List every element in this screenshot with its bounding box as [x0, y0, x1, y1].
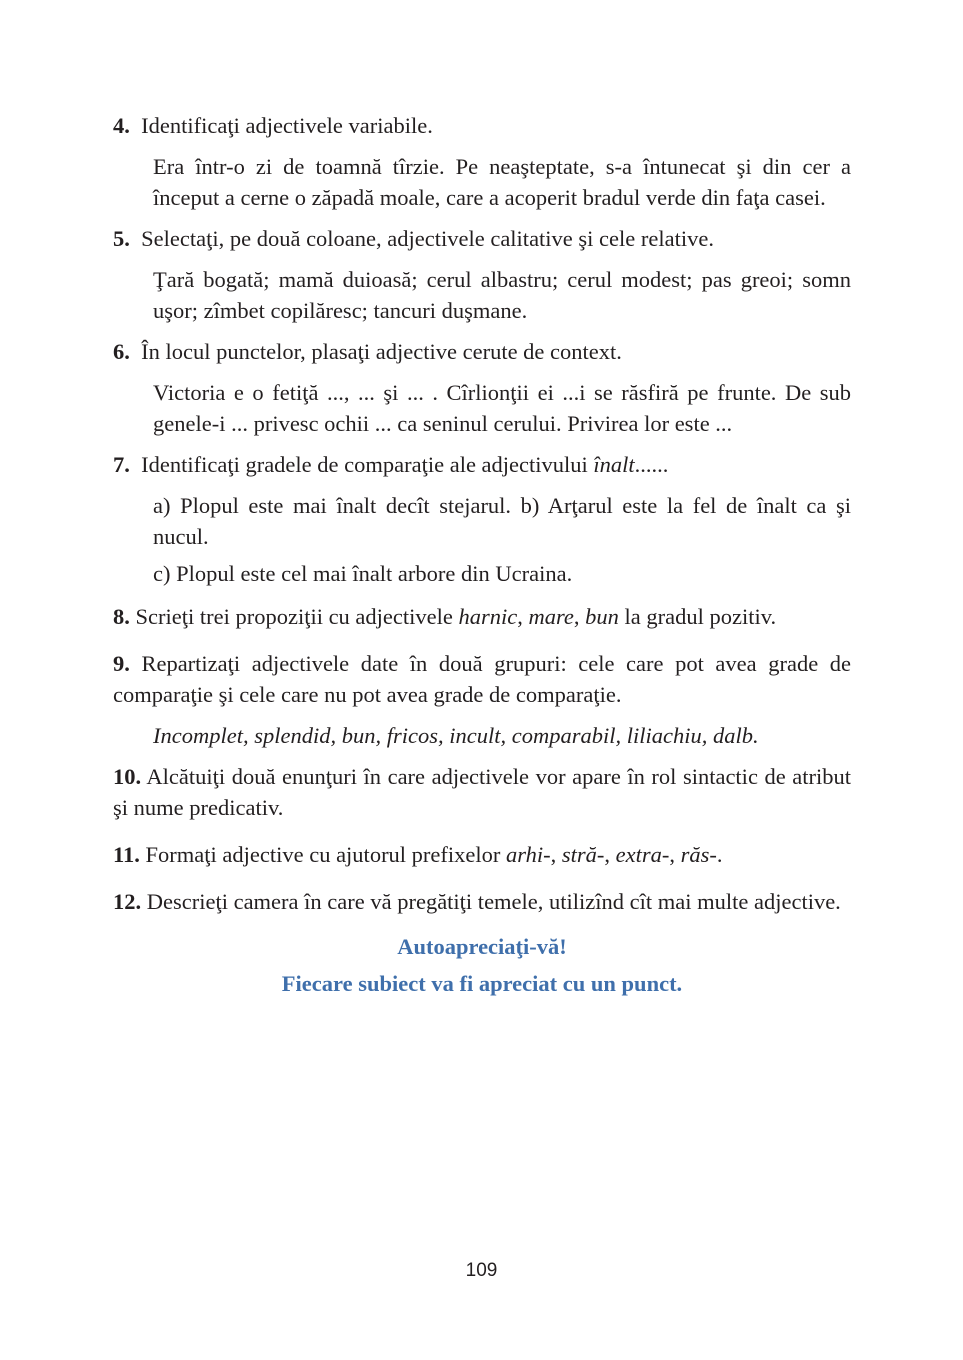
exercise-number: 4. [113, 113, 130, 138]
exercise-text: Identificaţi gradele de comparaţie ale adjectivului [141, 452, 594, 477]
exercise-number: 10. [113, 764, 142, 789]
exercise-7-item-c: c) Plopul este cel mai înalt arbore din Ucraina. [153, 561, 573, 586]
exercise-12 [113, 886, 851, 917]
exercise-number: 5. [113, 226, 130, 251]
exercise-9 [113, 648, 851, 710]
separator: -, [596, 842, 616, 867]
exercise-text: Selectaţi, pe două coloane, adjectivele calitative şi cele relative. [141, 226, 714, 251]
exercise-6-text-block: Victoria e o fetiţă ..., ... şi ... . Cîrlionţii ei ...i se răsfiră pe frunte. De sub genele-i ... privesc ochii ... ca seninul cerului. Privirea lor este ... [153, 380, 851, 436]
page-content [113, 110, 851, 999]
separator: , [573, 604, 586, 629]
exercise-5-text-block: Ţară bogată; mamă duioasă; cerul albastru; cerul modest; pas greoi; somn uşor; zîmbet copilăresc; tancuri duşmane. [153, 267, 851, 323]
exercise-text-tail: ...... [634, 452, 669, 477]
page-number: 109 [465, 1260, 498, 1281]
separator: -, [543, 842, 562, 867]
self-assessment-heading: Autoapreciaţi-vă! [397, 934, 567, 959]
exercise-text: Scrieţi trei propoziţii cu adjectivele [129, 604, 459, 629]
exercise-number: 12. [113, 889, 142, 914]
exercise-number: 9. [113, 651, 130, 676]
exercise-7-item-ab: a) Plopul este mai înalt decît stejarul. b) Arţarul este la fel de înalt ca şi nucul. [153, 493, 851, 549]
exercise-text: În locul punctelor, plasaţi adjective cerute de context. [141, 339, 622, 364]
italic-word-mare: mare [528, 604, 574, 629]
exercise-8 [113, 601, 851, 632]
exercise-10 [113, 761, 851, 823]
exercise-number: 11. [113, 842, 140, 867]
exercise-6 [113, 336, 851, 367]
exercise-text: Repartizaţi adjectivele date în două grupuri: cele care pot avea grade de comparaţie şi cele care nu pot avea grade de comparaţie. [113, 651, 851, 707]
exercise-text: Descrieţi camera în care vă pregătiţi temele, utilizînd cît mai multe adjective. [141, 889, 841, 914]
italic-word-harnic: harnic [458, 604, 518, 629]
exercise-4-text-block: Era într-o zi de toamnă tîrzie. Pe neaşteptate, s-a întunecat şi din cer a început a cerne o zăpadă moale, care a acoperit bradul verde din faţa casei. [153, 154, 851, 210]
exercise-number: 6. [113, 339, 130, 364]
exercise-text: Identificaţi adjectivele variabile. [141, 113, 433, 138]
exercise-11 [113, 839, 851, 870]
prefix-stra: stră [561, 842, 597, 867]
exercise-text-tail: la gradul pozitiv. [618, 604, 777, 629]
separator: , [517, 604, 529, 629]
prefix-arhi: arhi [506, 842, 544, 867]
exercise-text: Formaţi adjective cu ajutorul prefixelor [139, 842, 507, 867]
separator: -. [709, 842, 723, 867]
self-assessment-note: Fiecare subiect va fi apreciat cu un punct. [281, 971, 683, 996]
separator: -, [661, 842, 681, 867]
exercise-number: 7. [113, 452, 130, 477]
exercise-7 [113, 449, 851, 480]
italic-word-bun: bun [585, 604, 619, 629]
exercise-text: Alcătuiţi două enunţuri în care adjectivele vor apare în rol sintactic de atribut şi nume predicativ. [113, 764, 851, 820]
exercise-5 [113, 223, 851, 254]
prefix-extra: extra [615, 842, 662, 867]
exercise-italic-word: înalt [593, 452, 635, 477]
exercise-number: 8. [113, 604, 130, 629]
exercise-4 [113, 110, 851, 141]
exercise-9-word-list: Incomplet, splendid, bun, fricos, incult, comparabil, liliachiu, dalb. [153, 723, 759, 748]
prefix-ras: răs [680, 842, 710, 867]
